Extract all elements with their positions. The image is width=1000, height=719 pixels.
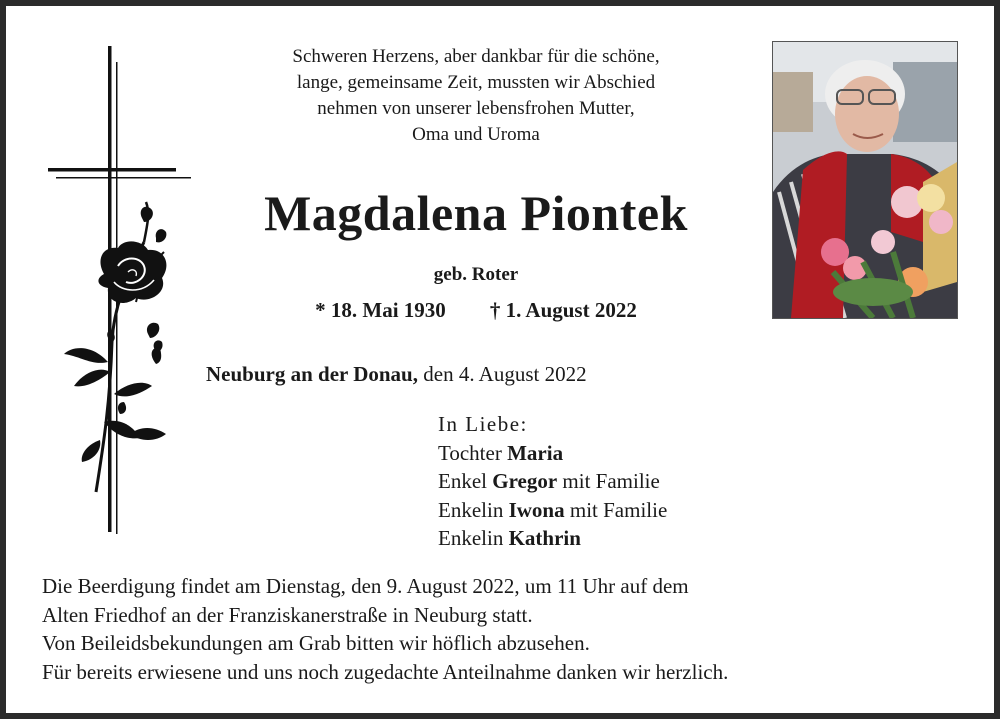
mourner-relation: Enkelin <box>438 526 504 550</box>
mourner-name: Iwona <box>508 497 565 522</box>
mourner-suffix: mit Familie <box>562 469 660 493</box>
funeral-line: Von Beileidsbekundungen am Grab bitten wir höflich abzusehen. <box>42 631 590 655</box>
portrait-photo <box>772 41 958 319</box>
place-city: Neuburg an der Donau, <box>206 362 418 386</box>
cross-with-rose-icon <box>44 42 194 552</box>
mourners-lead: In Liebe: <box>438 412 528 436</box>
mourner-name: Gregor <box>492 469 558 493</box>
mourners-list <box>438 410 667 553</box>
mourner-row <box>438 496 667 525</box>
intro-text <box>196 44 756 148</box>
life-dates <box>196 298 756 323</box>
funeral-line: Für bereits erwiesene und uns noch zugedachte Anteilnahme danken wir herzlich. <box>42 659 729 684</box>
mourner-name: Maria <box>507 440 564 465</box>
mourner-relation: Enkelin <box>438 497 504 522</box>
mourner-relation: Tochter <box>438 440 502 465</box>
intro-line: nehmen von unserer lebensfrohen Mutter, <box>317 98 635 119</box>
funeral-line: Die Beerdigung findet am Dienstag, den 9. August 2022, um 11 Uhr auf dem <box>42 574 689 598</box>
mourner-row <box>438 524 667 553</box>
place-date: den 4. August 2022 <box>423 362 587 386</box>
death-date: † 1. August 2022 <box>489 298 637 322</box>
mourner-relation: Enkel <box>438 469 487 493</box>
mourner-row <box>438 439 667 468</box>
maiden-name: geb. Roter <box>433 264 519 285</box>
intro-line: Oma und Uroma <box>412 124 540 145</box>
birth-date: * 18. Mai 1930 <box>315 298 446 322</box>
mourner-row <box>438 467 667 496</box>
mourner-name: Kathrin <box>508 526 581 550</box>
deceased-name: Magdalena Piontek <box>264 185 688 241</box>
obituary-notice <box>6 6 994 713</box>
funeral-info <box>42 572 972 686</box>
place-and-date <box>206 362 587 387</box>
intro-line: Schweren Herzens, aber dankbar für die schöne, <box>292 46 660 67</box>
mourner-suffix: mit Familie <box>569 497 668 522</box>
funeral-line: Alten Friedhof an der Franziskanerstraße in Neuburg statt. <box>42 602 533 627</box>
intro-line: lange, gemeinsame Zeit, mussten wir Abschied <box>296 72 656 93</box>
